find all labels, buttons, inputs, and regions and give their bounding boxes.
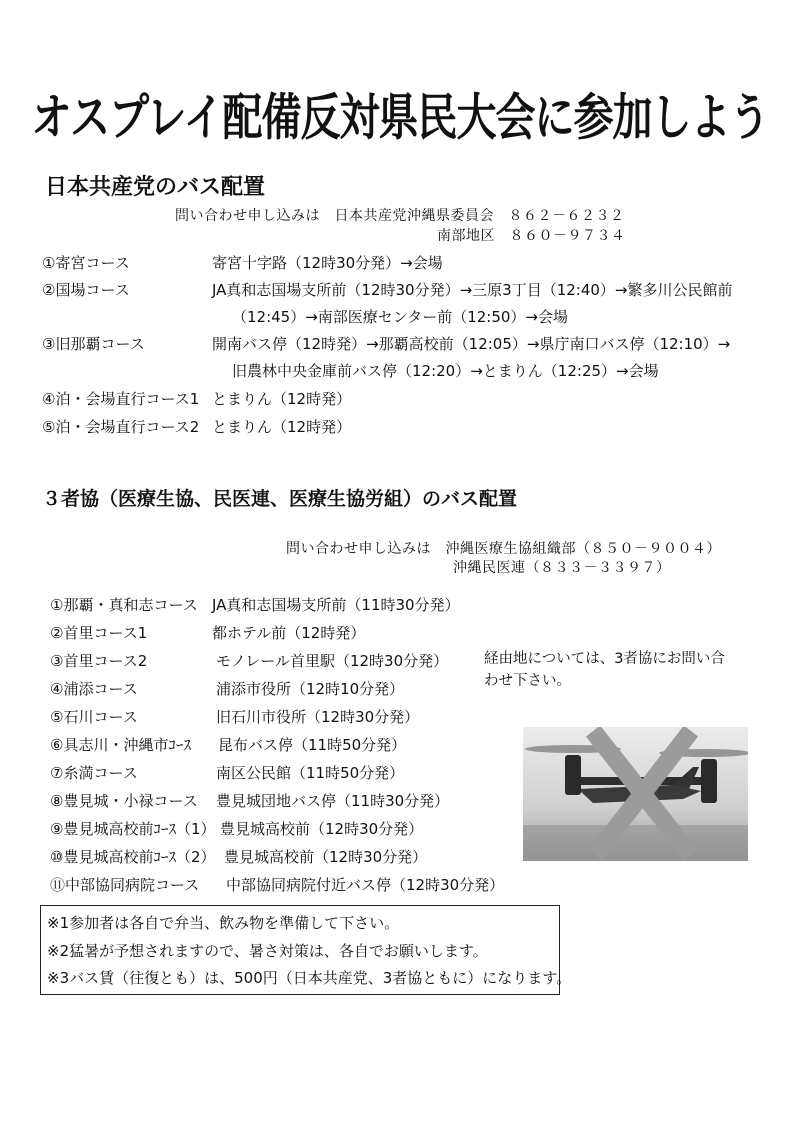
course-label: ②国場コース [42,281,130,299]
course-route: 昆布バス停（11時50分発） [218,736,407,754]
course-label: ⑤泊・会場直行コース2 [42,418,200,436]
course-route: JA真和志国場支所前（12時30分発）→三原3丁目（12:40）→繁多川公民館前 [212,281,733,299]
jcp-contact-line1: 問い合わせ申し込みは 日本共産党沖縄県委員会 ８６２－６２３２ [175,208,625,224]
list-item [50,818,480,838]
list-item [42,252,762,272]
list-item [50,762,480,782]
jcp-contact-line2: 南部地区 ８６０－９７３４ [437,228,626,244]
course-route: 豊見城団地バス停（11時30分発） [216,792,450,810]
course-label: ④浦添コース [50,680,138,698]
course-route: とまりん（12時発） [212,390,352,408]
course-route: 旧石川市役所（12時30分発） [216,708,420,726]
list-item [42,388,762,408]
course-route: モノレール首里駅（12時30分発） [216,652,449,670]
list-item [50,734,480,754]
list-item [42,279,782,299]
course-label: ⑨豊見城高校前ｺｰｽ（1） [50,820,216,838]
course-route: 開南バス停（12時発）→那覇高校前（12:05）→県庁南口バス停（12:10）→ [212,335,731,353]
course-route: とまりん（12時発） [212,418,352,436]
course-route: 寄宮十字路（12時30分発）→会場 [212,254,443,272]
jcp-heading: 日本共産党のバス配置 [45,175,266,200]
course-label: ①那覇・真和志コース [50,596,198,614]
course-route-continued: （12:45）→南部医療センター前（12:50）→会場 [232,308,568,326]
sansha-heading: ３者協（医療生協、民医連、医療生協労組）のバス配置 [42,488,518,510]
course-label: ①寄宮コース [42,254,130,272]
course-route: 都ホテル前（12時発） [212,624,366,642]
list-item [50,706,480,726]
list-item [42,333,782,353]
side-note-line1: 経由地については、3者協にお問い合 [484,651,725,667]
course-route: 豊見城高校前（12時30分発） [220,820,424,838]
list-item [50,790,480,810]
osprey-crossed-out-icon [523,727,748,861]
course-route: 南区公民館（11時50分発） [216,764,405,782]
list-item [50,622,480,642]
course-label: ③旧那覇コース [42,335,145,353]
course-label: ⑧豊見城・小禄コース [50,792,198,810]
list-item [50,650,480,670]
course-route: 豊見城高校前（12時30分発） [224,848,428,866]
course-label: ⑤石川コース [50,708,138,726]
note-1: ※1参加者は各自で弁当、飲み物を準備して下さい。 [47,914,400,932]
note-3: ※3バス賃（往復とも）は、500円（日本共産党、3者協ともに）になります。 [47,969,572,987]
course-route: JA真和志国場支所前（11時30分発） [212,596,460,614]
list-item [42,416,762,436]
page-title: オスプレイ配備反対県民大会に参加しよう [31,89,769,147]
list-item [50,594,480,614]
side-note-line2: わせ下さい。 [484,673,571,689]
course-label: ⑥具志川・沖縄市ｺｰｽ [50,736,191,754]
course-label: ⑪中部協同病院コース [50,876,200,894]
osprey-photo [523,727,748,861]
note-2: ※2猛暑が予想されますので、暑さ対策は、各自でお願いします。 [47,942,488,960]
course-label: ④泊・会場直行コース1 [42,390,200,408]
sansha-contact-line1: 問い合わせ申し込みは 沖縄医療生協組織部（８５０－９００４） [286,541,721,557]
list-item [50,846,480,866]
sansha-contact-line2: 沖縄民医連（８３３－３３９７） [453,560,671,576]
course-route: 中部協同病院付近バス停（12時30分発） [226,876,505,894]
course-label: ⑩豊見城高校前ｺｰｽ（2） [50,848,216,866]
course-route: 浦添市役所（12時10分発） [216,680,405,698]
course-label: ②首里コース1 [50,624,148,642]
list-item [50,874,510,894]
course-label: ③首里コース2 [50,652,148,670]
course-route-continued: 旧農林中央金庫前バス停（12:20）→とまりん（12:25）→会場 [232,362,659,380]
list-item [50,678,480,698]
notes-box [40,905,572,995]
course-label: ⑦糸満コース [50,764,138,782]
